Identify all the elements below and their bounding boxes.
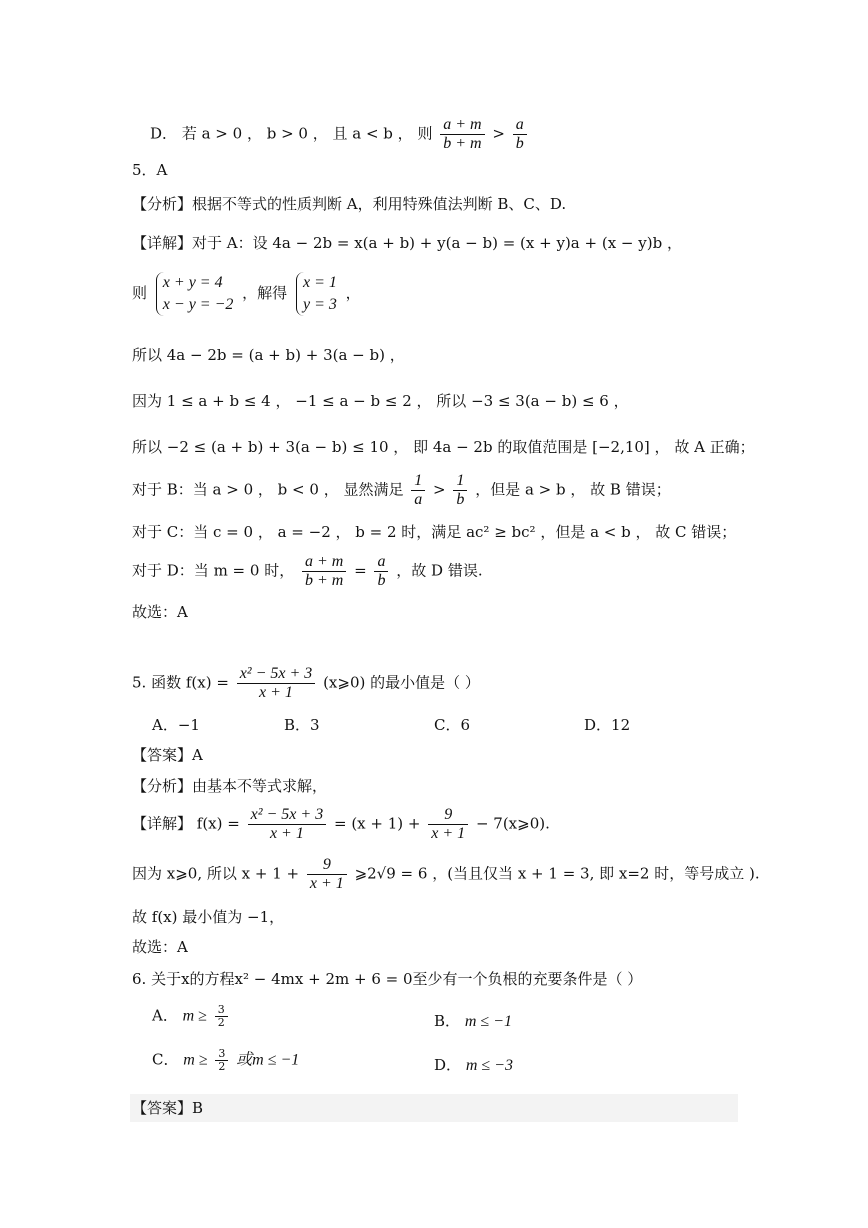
q6-option-b: B． m ≤ −1	[434, 1012, 512, 1030]
fraction: $\frac{a + m}{b + m}$	[440, 116, 484, 153]
q5-option-a: A．−1	[152, 716, 200, 734]
equation-system: x + y = 4 x − y = −2	[156, 272, 234, 316]
q5-min: 故 f(x) 最小值为 −1，	[132, 908, 285, 926]
q4-option-c-analysis: 对于 C：当 c = 0 ， a = −2 ， b = 2 时，满足 ac² ≥ bc² ，但是 a < b ， 故 C 错误；	[132, 523, 737, 541]
q4-option-d-analysis: 对于 D：当 m = 0 时， $\frac{a + m}{b + m}$ = $\frac{a}{b}$ ，故 D 错误.	[132, 553, 483, 589]
q4-choose: 故选：A	[132, 603, 188, 621]
answer-highlight	[130, 1094, 738, 1122]
fraction: $\frac{a}{b}$	[374, 553, 388, 590]
fraction: $\frac{a + m}{b + m}$	[302, 553, 346, 590]
q5-option-c: C．6	[434, 716, 471, 734]
option-d-prev: D． 若 a > 0 ， b > 0 ， 且 a < b ， 则 $\frac{a + m}{b + m}$ > $\frac{a}{b}$	[150, 116, 530, 153]
q6-option-d: D． m ≤ −3	[434, 1056, 513, 1074]
fraction: $\frac{9}{x + 1}$	[307, 856, 347, 893]
q6-option-c: C． m ≥ $\frac{3}{2}$ 或m ≤ −1	[152, 1047, 300, 1073]
q6-stem: 6. 关于x的方程x² − 4mx + 2m + 6 = 0至少有一个负根的充要条件是（ ）	[132, 970, 643, 988]
solution-system: x = 1 y = 3	[296, 272, 337, 316]
q4-line: 所以 −2 ≤ (a + b) + 3(a − b) ≤ 10 ， 即 4a − 2b 的取值范围是 [−2,10] ， 故 A 正确；	[132, 438, 755, 456]
q5-analysis: 【分析】由基本不等式求解，	[132, 777, 328, 795]
q5-because: 因为 x⩾0, 所以 x + 1 + $\frac{9}{x + 1}$ ⩾2√9 = 6 ，(当且仅当 x + 1 = 3, 即 x=2 时，等号成立 ).	[132, 856, 760, 892]
q5-stem: 5. 函数 f(x) = $\frac{\text{x² − 5x + 3}}{x + 1}$ (x⩾0) 的最小值是（ ）	[132, 665, 480, 701]
q5-choose: 故选：A	[132, 938, 188, 956]
option-text: 若 a > 0 ， b > 0 ， 且 a < b ， 则	[181, 124, 433, 143]
q4-line: 因为 1 ≤ a + b ≤ 4 ， −1 ≤ a − b ≤ 2 ， 所以 −3 ≤ 3(a − b) ≤ 6 ，	[132, 392, 629, 410]
fraction: $\frac{3}{2}$	[215, 1004, 228, 1029]
fraction: $\frac{\text{x² − 5x + 3}}{x + 1}$	[237, 665, 316, 702]
q5-option-d: D．12	[584, 716, 631, 734]
option-label: D．	[150, 124, 178, 143]
fraction: $\frac{9}{x + 1}$	[428, 806, 468, 843]
q4-answer: 5．A	[132, 161, 168, 179]
q4-analysis: 【分析】根据不等式的性质判断 A，利用特殊值法判断 B、C、D.	[132, 195, 567, 213]
fraction: $\frac{1}{b}$	[453, 472, 467, 509]
q5-answer: 【答案】A	[132, 746, 203, 764]
q4-detail: 【详解】对于 A：设 4a − 2b = x(a + b) + y(a − b) = (x + y)a + (x − y)b ，	[132, 234, 682, 252]
fraction: $\frac{3}{2}$	[215, 1048, 228, 1073]
q4-option-b-analysis: 对于 B：当 a > 0 ， b < 0 ， 显然满足 $\frac{1}{a}$ > $\frac{1}{b}$ ，但是 a > b ， 故 B 错误；	[132, 472, 671, 508]
fraction: $\frac{a}{b}$	[513, 116, 527, 153]
fraction: $\frac{\text{x² − 5x + 3}}{x + 1}$	[248, 806, 327, 843]
q5-detail: 【详解】 f(x) = $\frac{\text{x² − 5x + 3}}{x + 1}$ = (x + 1) + $\frac{9}{x + 1}$ − 7(x⩾0).	[132, 806, 550, 842]
q6-answer: 【答案】B	[132, 1099, 204, 1117]
q5-option-b: B．3	[284, 716, 320, 734]
q6-option-a: A． m ≥ $\frac{3}{2}$	[152, 1004, 231, 1029]
q4-system-line: 则 x + y = 4 x − y = −2 ，解得 x = 1 y = 3 ，	[132, 272, 361, 316]
q4-line: 所以 4a − 2b = (a + b) + 3(a − b) ，	[132, 346, 405, 364]
fraction: $\frac{1}{a}$	[411, 472, 425, 509]
